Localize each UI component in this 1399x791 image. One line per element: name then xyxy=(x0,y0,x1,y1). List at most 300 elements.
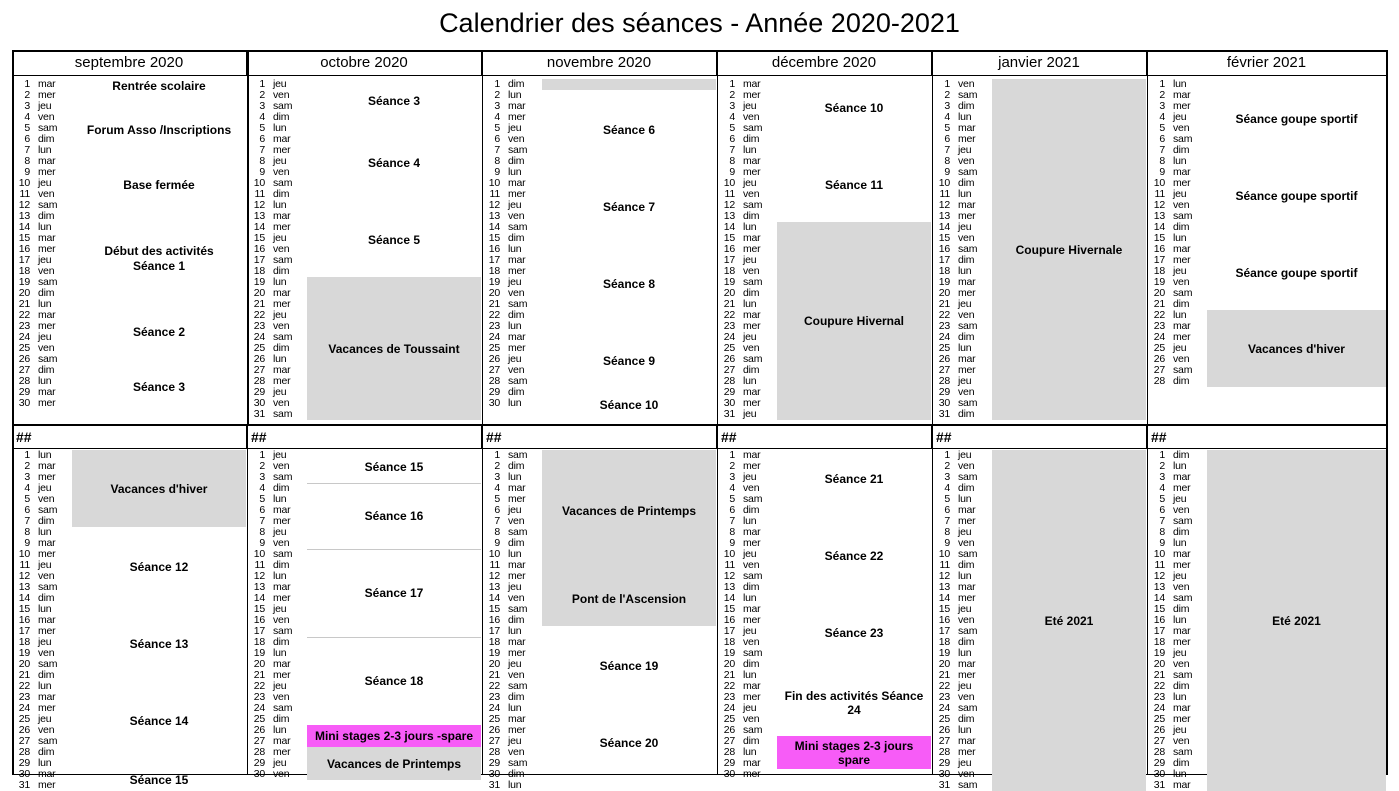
day-weekday: ven xyxy=(273,397,290,409)
day-number: 27 xyxy=(18,735,30,747)
day-weekday: sam xyxy=(508,375,528,387)
day-weekday: lun xyxy=(273,570,287,582)
day-weekday: mer xyxy=(743,166,761,178)
day-number: 23 xyxy=(18,320,30,332)
grid-column-rule xyxy=(12,50,14,425)
day-row xyxy=(936,409,996,420)
event-label: Séance 4 xyxy=(367,156,421,170)
day-number: 24 xyxy=(18,331,30,343)
day-number: 26 xyxy=(488,724,500,736)
day-number: 3 xyxy=(494,100,500,112)
day-number: 27 xyxy=(1153,735,1165,747)
day-weekday: mer xyxy=(38,625,56,637)
day-weekday: lun xyxy=(508,779,522,791)
day-number: 25 xyxy=(1153,342,1165,354)
day-number: 3 xyxy=(24,100,30,112)
day-weekday: dim xyxy=(743,364,760,376)
day-number: 21 xyxy=(1153,669,1165,681)
grid-column-rule xyxy=(717,425,718,775)
day-number: 11 xyxy=(254,559,265,571)
day-number: 26 xyxy=(488,353,500,365)
day-weekday: lun xyxy=(273,353,287,365)
day-weekday: dim xyxy=(958,713,975,725)
day-weekday: dim xyxy=(508,768,525,780)
day-number: 29 xyxy=(18,757,30,769)
day-number: 2 xyxy=(729,89,735,101)
day-weekday: mer xyxy=(958,364,976,376)
day-number: 17 xyxy=(1153,254,1165,266)
day-number: 8 xyxy=(944,526,950,538)
day-number: 26 xyxy=(18,353,30,365)
day-number: 18 xyxy=(488,636,500,648)
day-number: 26 xyxy=(253,353,265,365)
day-weekday: dim xyxy=(273,636,290,648)
day-weekday: lun xyxy=(508,625,522,637)
day-number: 26 xyxy=(938,353,950,365)
day-number: 24 xyxy=(723,331,735,343)
day-number: 7 xyxy=(494,515,500,527)
grid-column-rule xyxy=(247,50,249,425)
day-weekday: mer xyxy=(273,592,291,604)
day-number: 17 xyxy=(253,254,265,266)
day-weekday: mar xyxy=(38,768,56,780)
day-weekday: dim xyxy=(508,155,525,167)
day-number: 6 xyxy=(24,133,30,145)
day-weekday: dim xyxy=(273,713,290,725)
day-weekday: jeu xyxy=(508,735,522,747)
day-number: 28 xyxy=(1153,746,1165,758)
event-label: Séance 16 xyxy=(364,509,424,523)
day-weekday: mer xyxy=(1173,713,1191,725)
day-number: 22 xyxy=(253,680,265,692)
day-number: 6 xyxy=(944,504,950,516)
day-weekday: jeu xyxy=(1173,111,1187,123)
day-number: 29 xyxy=(938,757,950,769)
day-weekday: dim xyxy=(958,482,975,494)
day-weekday: sam xyxy=(1173,746,1193,758)
day-number: 10 xyxy=(1153,548,1165,560)
day-weekday: mar xyxy=(743,309,761,321)
day-number: 28 xyxy=(938,746,950,758)
day-weekday: jeu xyxy=(1173,493,1187,505)
day-weekday: dim xyxy=(273,342,290,354)
day-weekday: sam xyxy=(273,471,293,483)
day-weekday: jeu xyxy=(273,603,287,615)
day-weekday: mar xyxy=(1173,471,1191,483)
day-row xyxy=(251,769,311,780)
day-number: 19 xyxy=(253,647,265,659)
day-number: 23 xyxy=(1153,320,1165,332)
day-number: 24 xyxy=(1153,702,1165,714)
day-weekday: ven xyxy=(1173,276,1190,288)
day-number: 4 xyxy=(494,482,500,494)
day-number: 22 xyxy=(18,680,30,692)
day-weekday: mer xyxy=(743,691,761,703)
day-number: 6 xyxy=(259,133,265,145)
day-weekday: mer xyxy=(38,397,56,409)
day-weekday: lun xyxy=(958,493,972,505)
day-weekday: jeu xyxy=(743,177,757,189)
month-header-placeholder: ## xyxy=(12,426,247,449)
day-number: 25 xyxy=(488,342,500,354)
day-weekday: jeu xyxy=(743,625,757,637)
day-weekday: dim xyxy=(958,559,975,571)
day-number: 2 xyxy=(944,460,950,472)
day-number: 27 xyxy=(488,364,500,376)
day-weekday: mar xyxy=(1173,320,1191,332)
day-number: 17 xyxy=(938,625,950,637)
day-weekday: mar xyxy=(273,581,291,593)
day-weekday: ven xyxy=(958,691,975,703)
day-number: 18 xyxy=(253,265,265,277)
day-number: 4 xyxy=(1159,111,1165,123)
day-weekday: mer xyxy=(508,265,526,277)
day-weekday: lun xyxy=(1173,537,1187,549)
day-number: 23 xyxy=(723,320,735,332)
day-weekday: mar xyxy=(1173,779,1191,791)
day-number: 23 xyxy=(488,320,500,332)
day-number: 5 xyxy=(1159,122,1165,134)
day-number: 21 xyxy=(253,669,265,681)
day-weekday: mer xyxy=(743,614,761,626)
day-weekday: mar xyxy=(273,735,291,747)
day-number: 9 xyxy=(944,166,950,178)
day-number: 14 xyxy=(938,592,950,604)
day-number: 21 xyxy=(18,669,30,681)
day-weekday: mar xyxy=(38,537,56,549)
event-label: Séance 17 xyxy=(364,586,424,600)
day-weekday: ven xyxy=(958,537,975,549)
day-weekday: mar xyxy=(273,287,291,299)
day-weekday: dim xyxy=(1173,680,1190,692)
day-weekday: jeu xyxy=(508,504,522,516)
day-weekday: dim xyxy=(1173,449,1190,461)
day-number: 1 xyxy=(729,78,735,90)
day-number: 27 xyxy=(723,735,735,747)
day-weekday: ven xyxy=(1173,735,1190,747)
day-weekday: sam xyxy=(273,548,293,560)
day-number: 28 xyxy=(18,375,30,387)
day-number: 11 xyxy=(254,188,265,200)
day-number: 9 xyxy=(944,537,950,549)
day-weekday: lun xyxy=(1173,691,1187,703)
day-weekday: ven xyxy=(38,188,55,200)
day-weekday: mer xyxy=(508,493,526,505)
day-weekday: dim xyxy=(38,133,55,145)
day-weekday: mar xyxy=(1173,89,1191,101)
day-number: 1 xyxy=(1159,449,1165,461)
day-weekday: mer xyxy=(273,515,291,527)
day-weekday: dim xyxy=(508,614,525,626)
day-number: 26 xyxy=(723,724,735,736)
day-weekday: sam xyxy=(1173,364,1193,376)
day-number: 11 xyxy=(724,188,735,200)
day-weekday: ven xyxy=(38,647,55,659)
day-weekday: ven xyxy=(508,515,525,527)
day-weekday: jeu xyxy=(273,680,287,692)
day-number: 18 xyxy=(18,636,30,648)
day-weekday: jeu xyxy=(508,581,522,593)
month-header-placeholder: ## xyxy=(1147,426,1387,449)
day-weekday: sam xyxy=(273,331,293,343)
day-number: 29 xyxy=(938,386,950,398)
day-number: 12 xyxy=(488,199,500,211)
day-weekday: sam xyxy=(743,724,763,736)
day-number: 16 xyxy=(1153,243,1165,255)
day-number: 27 xyxy=(1153,364,1165,376)
day-weekday: jeu xyxy=(1173,342,1187,354)
day-number: 11 xyxy=(19,559,30,571)
day-weekday: ven xyxy=(273,691,290,703)
day-number: 11 xyxy=(489,559,500,571)
day-number: 28 xyxy=(938,375,950,387)
day-weekday: mar xyxy=(743,757,761,769)
day-weekday: mar xyxy=(958,122,976,134)
day-number: 30 xyxy=(938,397,950,409)
day-number: 5 xyxy=(24,122,30,134)
day-weekday: mer xyxy=(508,111,526,123)
day-weekday: lun xyxy=(743,592,757,604)
day-number: 16 xyxy=(723,614,735,626)
day-weekday: mar xyxy=(1173,702,1191,714)
day-weekday: mer xyxy=(508,570,526,582)
day-weekday: lun xyxy=(273,276,287,288)
day-weekday: mar xyxy=(743,78,761,90)
day-number: 2 xyxy=(944,89,950,101)
day-number: 23 xyxy=(253,320,265,332)
day-number: 5 xyxy=(259,122,265,134)
grid-column-rule xyxy=(717,50,718,425)
day-number: 15 xyxy=(723,232,735,244)
day-weekday: jeu xyxy=(958,526,972,538)
day-weekday: lun xyxy=(958,265,972,277)
day-weekday: ven xyxy=(743,111,760,123)
day-number: 12 xyxy=(488,570,500,582)
day-weekday: ven xyxy=(743,636,760,648)
day-weekday: mer xyxy=(958,515,976,527)
day-weekday: dim xyxy=(508,460,525,472)
day-number: 2 xyxy=(24,460,30,472)
day-number: 17 xyxy=(18,625,30,637)
day-weekday: sam xyxy=(1173,515,1193,527)
day-weekday: jeu xyxy=(1173,647,1187,659)
day-weekday: jeu xyxy=(273,386,287,398)
day-weekday: dim xyxy=(508,386,525,398)
month-header: novembre 2020 xyxy=(482,50,717,75)
day-number: 8 xyxy=(24,155,30,167)
day-weekday: jeu xyxy=(38,636,52,648)
day-weekday: ven xyxy=(958,614,975,626)
day-weekday: mar xyxy=(273,210,291,222)
day-number: 12 xyxy=(723,570,735,582)
day-weekday: sam xyxy=(38,735,58,747)
day-weekday: jeu xyxy=(743,702,757,714)
day-number: 29 xyxy=(18,386,30,398)
day-number: 20 xyxy=(938,287,950,299)
day-number: 23 xyxy=(1153,691,1165,703)
event-label: Début des activités xyxy=(104,244,214,258)
day-weekday: lun xyxy=(743,375,757,387)
day-number: 9 xyxy=(24,537,30,549)
day-number: 16 xyxy=(938,243,950,255)
day-weekday: jeu xyxy=(38,482,52,494)
day-weekday: mer xyxy=(743,460,761,472)
day-weekday: jeu xyxy=(38,100,52,112)
event-label: Séance 22 xyxy=(824,549,884,563)
day-weekday: sam xyxy=(1173,669,1193,681)
day-number: 28 xyxy=(253,746,265,758)
day-number: 3 xyxy=(24,471,30,483)
day-number: 7 xyxy=(944,144,950,156)
day-weekday: lun xyxy=(508,243,522,255)
day-weekday: mar xyxy=(958,276,976,288)
day-weekday: mer xyxy=(1173,559,1191,571)
day-number: 13 xyxy=(253,581,265,593)
day-weekday: mer xyxy=(38,243,56,255)
day-number: 20 xyxy=(18,658,30,670)
day-number: 6 xyxy=(1159,133,1165,145)
day-row xyxy=(721,769,781,780)
day-number: 25 xyxy=(1153,713,1165,725)
day-number: 13 xyxy=(938,210,950,222)
day-number: 31 xyxy=(938,408,950,420)
day-weekday: sam xyxy=(958,702,978,714)
day-number: 8 xyxy=(24,526,30,538)
event-label: Séance 20 xyxy=(599,736,659,750)
day-number: 20 xyxy=(1153,658,1165,670)
day-weekday: sam xyxy=(508,526,528,538)
day-weekday: ven xyxy=(1173,199,1190,211)
day-number: 8 xyxy=(494,526,500,538)
day-weekday: sam xyxy=(958,779,978,791)
day-weekday: lun xyxy=(743,669,757,681)
day-number: 25 xyxy=(18,342,30,354)
day-number: 13 xyxy=(723,210,735,222)
day-weekday: lun xyxy=(1173,309,1187,321)
day-number: 22 xyxy=(1153,680,1165,692)
day-number: 28 xyxy=(18,746,30,758)
day-number: 14 xyxy=(488,221,500,233)
day-number: 22 xyxy=(18,309,30,321)
day-number: 3 xyxy=(1159,471,1165,483)
event-label: Séance 21 xyxy=(824,472,884,486)
day-number: 2 xyxy=(494,460,500,472)
day-weekday: mer xyxy=(743,320,761,332)
day-number: 7 xyxy=(259,515,265,527)
day-weekday: jeu xyxy=(1173,188,1187,200)
day-number: 8 xyxy=(729,155,735,167)
day-weekday: sam xyxy=(958,320,978,332)
event-label: Rentrée scolaire xyxy=(112,79,206,93)
day-weekday: ven xyxy=(958,309,975,321)
grid-column-rule xyxy=(932,50,933,425)
day-number: 27 xyxy=(18,364,30,376)
day-number: 6 xyxy=(944,133,950,145)
day-weekday: ven xyxy=(508,133,525,145)
day-weekday: sam xyxy=(958,243,978,255)
day-number: 18 xyxy=(253,636,265,648)
event-label: Eté 2021 xyxy=(1044,613,1094,628)
day-weekday: ven xyxy=(508,592,525,604)
day-weekday: lun xyxy=(958,647,972,659)
day-weekday: jeu xyxy=(958,757,972,769)
day-number: 10 xyxy=(253,548,265,560)
day-number: 19 xyxy=(488,647,500,659)
day-weekday: mar xyxy=(273,133,291,145)
day-number: 8 xyxy=(259,526,265,538)
event-label: Séance 10 xyxy=(599,398,659,412)
day-number: 30 xyxy=(253,397,265,409)
day-weekday: jeu xyxy=(508,199,522,211)
day-number: 17 xyxy=(723,254,735,266)
day-number: 2 xyxy=(494,89,500,101)
day-weekday: jeu xyxy=(1173,265,1187,277)
day-number: 1 xyxy=(1159,78,1165,90)
event-label: Séance 15 xyxy=(129,773,189,787)
day-weekday: mer xyxy=(958,210,976,222)
day-weekday: mer xyxy=(273,746,291,758)
day-weekday: lun xyxy=(743,746,757,758)
day-number: 29 xyxy=(488,386,500,398)
day-weekday: lun xyxy=(38,449,52,461)
day-number: 12 xyxy=(938,570,950,582)
day-weekday: jeu xyxy=(508,122,522,134)
day-number: 7 xyxy=(24,144,30,156)
day-weekday: jeu xyxy=(743,548,757,560)
day-number: 19 xyxy=(938,647,950,659)
day-weekday: jeu xyxy=(273,757,287,769)
day-number: 15 xyxy=(1153,603,1165,615)
day-weekday: ven xyxy=(958,155,975,167)
day-number: 7 xyxy=(729,144,735,156)
day-number: 31 xyxy=(1153,779,1165,791)
day-weekday: mar xyxy=(1173,243,1191,255)
day-number: 10 xyxy=(18,177,30,189)
day-number: 21 xyxy=(18,298,30,310)
day-weekday: mar xyxy=(38,691,56,703)
day-number: 25 xyxy=(253,713,265,725)
event-label: Séance 13 xyxy=(129,637,189,651)
day-weekday: dim xyxy=(38,364,55,376)
day-number: 17 xyxy=(488,254,500,266)
day-weekday: sam xyxy=(958,166,978,178)
day-weekday: jeu xyxy=(38,177,52,189)
day-number: 22 xyxy=(938,309,950,321)
day-number: 16 xyxy=(253,243,265,255)
day-number: 5 xyxy=(944,122,950,134)
day-number: 4 xyxy=(24,482,30,494)
day-row xyxy=(486,398,546,409)
day-weekday: jeu xyxy=(743,331,757,343)
day-weekday: ven xyxy=(273,166,290,178)
day-weekday: jeu xyxy=(743,408,757,420)
event-label: Séance 8 xyxy=(602,277,656,291)
day-weekday: jeu xyxy=(743,471,757,483)
day-number: 10 xyxy=(18,548,30,560)
day-number: 14 xyxy=(938,221,950,233)
day-number: 6 xyxy=(729,504,735,516)
day-weekday: mar xyxy=(38,155,56,167)
event-label: Séance 19 xyxy=(599,659,659,673)
day-number: 10 xyxy=(723,177,735,189)
day-number: 22 xyxy=(723,680,735,692)
day-weekday: dim xyxy=(1173,375,1190,387)
day-weekday: lun xyxy=(508,548,522,560)
day-number: 7 xyxy=(1159,515,1165,527)
event-label: Séance 10 xyxy=(824,101,884,115)
day-number: 10 xyxy=(723,548,735,560)
day-number: 18 xyxy=(723,636,735,648)
